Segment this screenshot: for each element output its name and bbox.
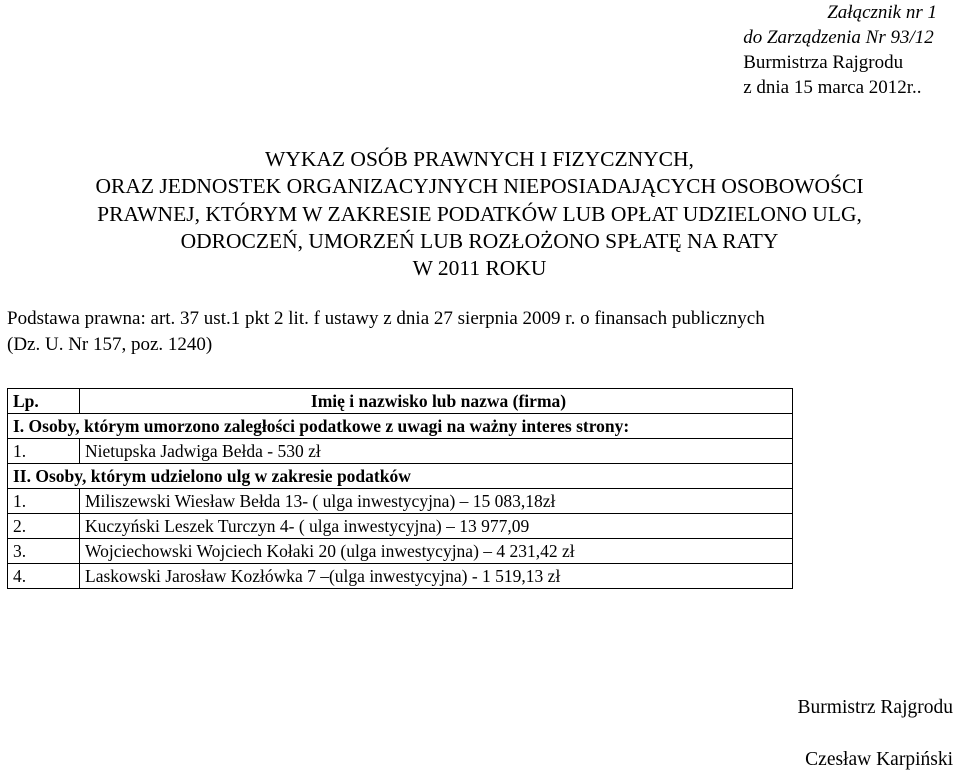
title-line-1: WYKAZ OSÓB PRAWNYCH I FIZYCZNYCH,	[265, 147, 694, 171]
document-title	[0, 146, 959, 282]
row-text: Laskowski Jarosław Kozłówka 7 –(ulga inwestycyjna) - 1 519,13 zł	[80, 564, 793, 589]
section-2-title: II. Osoby, którym udzielono ulg w zakresie podatków	[8, 464, 793, 489]
annex-number: Załącznik nr 1	[827, 2, 937, 23]
legal-basis-line-2: (Dz. U. Nr 157, poz. 1240)	[7, 334, 213, 355]
row-text: Kuczyński Leszek Turczyn 4- ( ulga inwestycyjna) – 13 977,09	[80, 514, 793, 539]
signature-name: Czesław Karpiński	[805, 749, 953, 770]
annex-issuer: Burmistrza Rajgrodu	[743, 52, 904, 73]
annex-date: z dnia 15 marca 2012r..	[743, 77, 922, 98]
title-line-4: ODROCZEŃ, UMORZEŃ LUB ROZŁOŻONO SPŁATĘ NA RATY	[180, 228, 779, 253]
signature-role: Burmistrz Rajgrodu	[797, 697, 953, 718]
table-header-row	[8, 389, 793, 414]
annex-header	[743, 0, 937, 100]
row-lp: 3.	[8, 539, 80, 564]
row-text: Wojciechowski Wojciech Kołaki 20 (ulga inwestycyjna) – 4 231,42 zł	[80, 539, 793, 564]
table-row	[8, 564, 793, 589]
section-1-row	[8, 414, 793, 439]
title-line-5: W 2011 ROKU	[412, 256, 547, 281]
legal-basis-line-1: Podstawa prawna: art. 37 ust.1 pkt 2 lit. f ustawy z dnia 27 sierpnia 2009 r. o finansach publicznych	[7, 308, 765, 329]
title-line-2: ORAZ JEDNOSTEK ORGANIZACYJNYCH NIEPOSIADAJĄCYCH OSOBOWOŚCI	[95, 174, 864, 199]
section-2-row	[8, 464, 793, 489]
row-lp: 1.	[8, 489, 80, 514]
table-row	[8, 439, 793, 464]
table-row	[8, 489, 793, 514]
row-text: Miliszewski Wiesław Bełda 13- ( ulga inwestycyjna) – 15 083,18zł	[80, 489, 793, 514]
relief-table	[7, 388, 793, 589]
table-row	[8, 539, 793, 564]
row-lp: 2.	[8, 514, 80, 539]
section-1-title: I. Osoby, którym umorzono zaległości podatkowe z uwagi na ważny interes strony:	[8, 414, 793, 439]
table-row	[8, 514, 793, 539]
header-lp: Lp.	[8, 389, 80, 414]
row-lp: 4.	[8, 564, 80, 589]
annex-order: do Zarządzenia Nr 93/12	[743, 27, 934, 48]
title-line-3: PRAWNEJ, KTÓRYM W ZAKRESIE PODATKÓW LUB OPŁAT UDZIELONO ULG,	[97, 201, 862, 226]
row-text: Nietupska Jadwiga Bełda - 530 zł	[80, 439, 793, 464]
row-lp: 1.	[8, 439, 80, 464]
header-name: Imię i nazwisko lub nazwa (firma)	[80, 389, 793, 414]
legal-basis	[7, 306, 952, 358]
